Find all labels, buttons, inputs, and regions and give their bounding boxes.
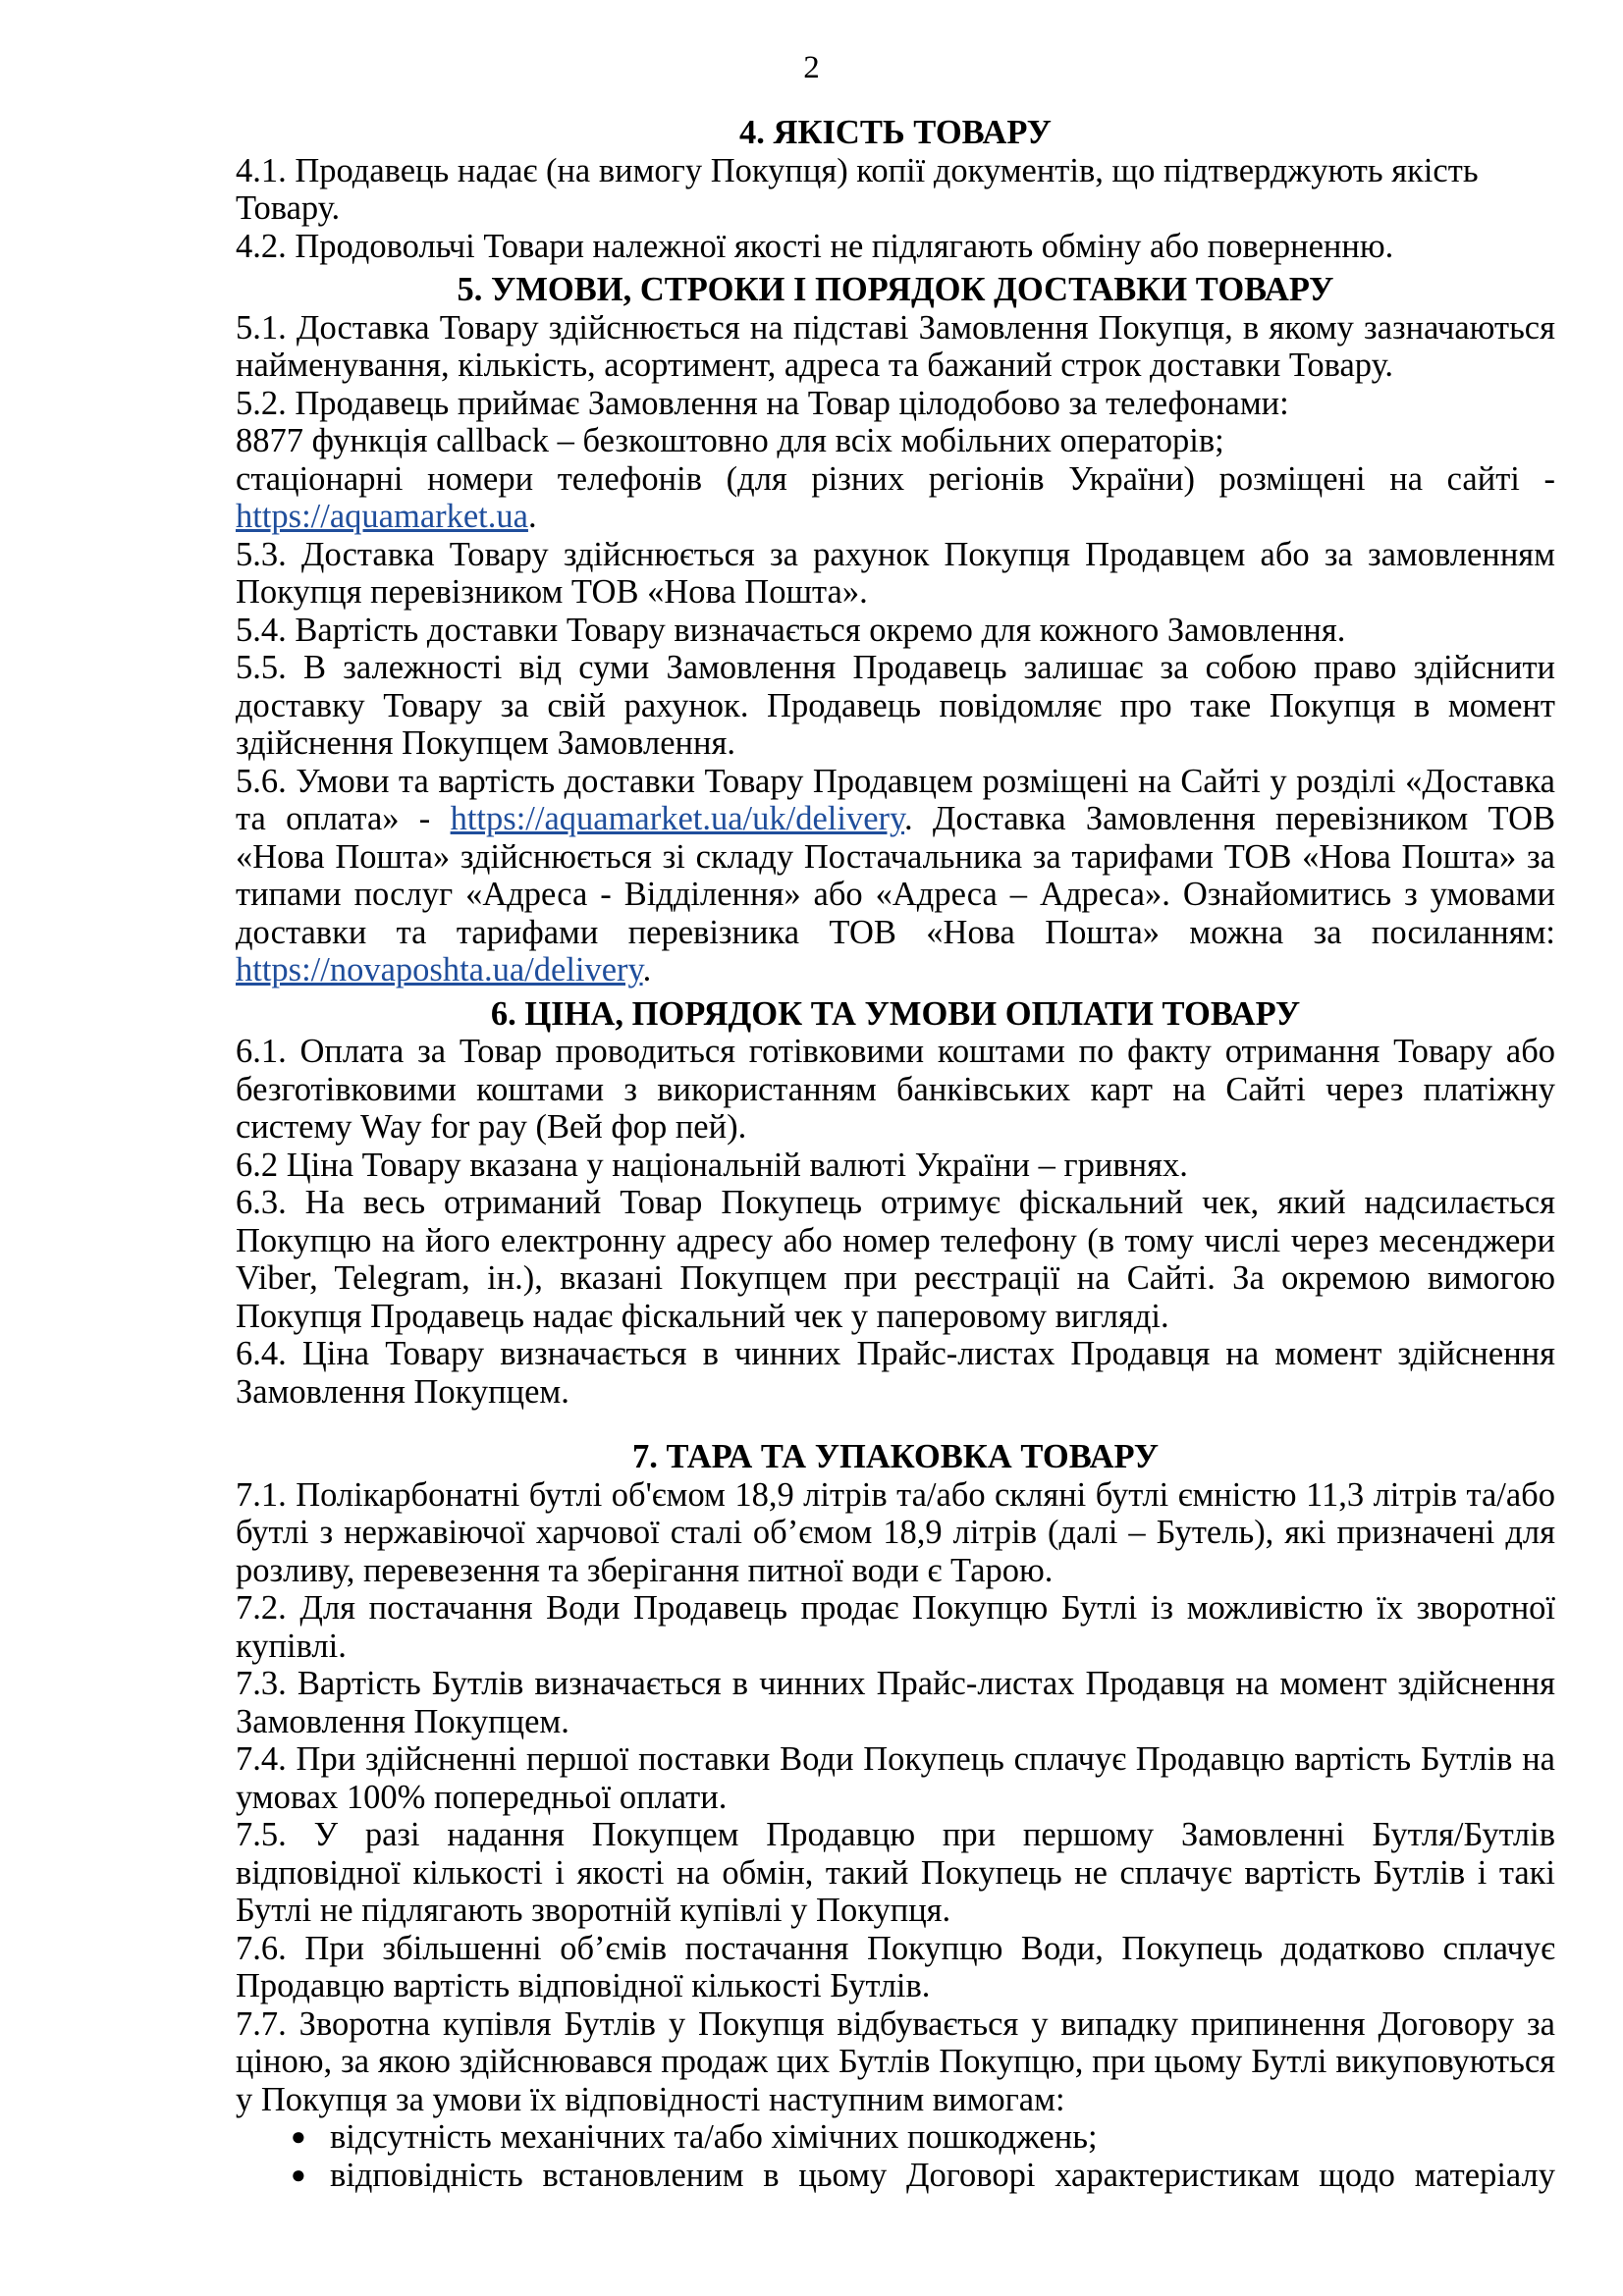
list-item (236, 2118, 1555, 2157)
list-item-text: відповідність встановленим в цьому Договорі характеристикам щодо матеріалу (330, 2156, 1555, 2194)
clause-5-6-text-a: 5.6. Умови та вартість доставки Товару Продавцем розміщені на Сайті у розділі «Доставка та оплата» - (236, 762, 1555, 837)
clause-7-6: 7.6. При збільшенні об’ємів постачання Покупцю Води, Покупець додатково сплачує Продавцю вартість відповідної кількості Бутлів. (236, 1929, 1555, 2004)
clause-5-2-phones: стаціонарні номери телефонів (для різних регіонів України) розміщені на сайті - (236, 459, 1555, 498)
clause-5-1: 5.1. Доставка Товару здійснюється на підставі Замовлення Покупця, в якому зазначаються найменування, кількість, асортимент, адреса та бажаний строк доставки Товару. (236, 308, 1555, 384)
delivery-link[interactable]: https://aquamarket.ua/uk/delivery (450, 800, 905, 837)
bullet-icon: ● (291, 2122, 306, 2151)
clause-7-7: 7.7. Зворотна купівля Бутлів у Покупця відбувається у випадку припинення Договору за ціною, за якою здійснювався продаж цих Бутлів Покупцю, при цьому Бутлі викуповуються у Покупця за умови їх відповідності наступним вимогам: (236, 2004, 1555, 2118)
novaposhta-link[interactable]: https://novaposhta.ua/delivery (236, 951, 643, 988)
bullet-icon: ● (291, 2160, 306, 2189)
page-number: 2 (803, 50, 820, 85)
section-5-title: 5. УМОВИ, СТРОКИ І ПОРЯДОК ДОСТАВКИ ТОВАРУ (457, 271, 1334, 308)
clause-5-3: 5.3. Доставка Товару здійснюється за рахунок Покупця Продавцем або за замовленням Покупця перевізником ТОВ «Нова Пошта». (236, 535, 1555, 611)
clause-5-2-site (236, 498, 1555, 536)
clause-7-4: 7.4. При здійсненні першої поставки Води Покупець сплачує Продавцю вартість Бутлів на умовах 100% попередньої оплати. (236, 1740, 1555, 1816)
clause-6-3: 6.3. На весь отриманий Товар Покупець отримує фіскальний чек, який надсилається Покупцю на його електронну адресу або номер телефону (в тому числі через месенджери Viber, Telegram, ін.), вказані Покупцем при реєстрації на Сайті. За окремою вимогою Покупця Продавець надає фіскальний чек у паперовому вигляді. (236, 1184, 1555, 1335)
clause-7-1: 7.1. Полікарбонатні бутлі об'ємом 18,9 літрів та/або скляні бутлі ємністю 11,3 літрів та/або бутлі з нержавіючої харчової сталі об’ємом 18,9 літрів (далі – Бутель), які призначені для розливу, перевезення та зберігання питної води є Тарою. (236, 1475, 1555, 1589)
list-item-text: відсутність механічних та/або хімічних пошкоджень; (330, 2118, 1098, 2156)
clause-5-2-end: . (527, 498, 537, 535)
section-7-title: 7. ТАРА ТА УПАКОВКА ТОВАРУ (631, 1438, 1160, 1475)
requirements-list (236, 2118, 1555, 2194)
clause-6-2: 6.2 Ціна Товару вказана у національній валюті України – гривнях. (236, 1146, 1188, 1184)
clause-5-5: 5.5. В залежності від суми Замовлення Продавець залишає за собою право здійснити доставку Товару за свій рахунок. Продавець повідомляє про таке Покупця в момент здійснення Покупцем Замовлення. (236, 649, 1555, 762)
clause-5-6-text-c: . (642, 951, 652, 988)
clause-5-2-callback: 8877 функція callback – безкоштовно для всіх мобільних операторів; (236, 422, 1224, 459)
clause-7-5: 7.5. У разі надання Покупцем Продавцю при першому Замовленні Бутля/Бутлів відповідної кількості і якості на обмін, такий Покупець не сплачує вартість Бутлів і такі Бутлі не підлягають зворотній купівлі у Покупця. (236, 1816, 1555, 1929)
clause-5-4: 5.4. Вартість доставки Товару визначається окремо для кожного Замовлення. (236, 611, 1346, 649)
clause-6-1: 6.1. Оплата за Товар проводиться готівковими коштами по факту отримання Товару або безготівковими коштами з використанням банківських карт на Сайті через платіжну систему Way for pay (Вей фор пей). (236, 1033, 1555, 1146)
clause-5-6-text-b: . Доставка Замовлення перевізником ТОВ «Нова Пошта» здійснюється зі складу Постачальника за тарифами ТОВ «Нова Пошта» за типами послуг «Адреса - Відділення» або «Адреса – Адреса». Ознайомитись з умовами доставки та тарифами перевізника ТОВ «Нова Пошта» можна за посиланням: (236, 800, 1555, 951)
section-4-title: 4. ЯКІСТЬ ТОВАРУ (739, 114, 1052, 151)
clause-6-4: 6.4. Ціна Товару визначається в чинних Прайс-листах Продавця на момент здійснення Замовлення Покупцем. (236, 1335, 1555, 1411)
clause-7-3: 7.3. Вартість Бутлів визначається в чинних Прайс-листах Продавця на момент здійснення Замовлення Покупцем. (236, 1665, 1555, 1740)
clause-7-2: 7.2. Для постачання Води Продавець продає Покупцю Бутлі із можливістю їх зворотної купівлі. (236, 1589, 1555, 1665)
clause-5-2: 5.2. Продавець приймає Замовлення на Товар цілодобово за телефонами: (236, 384, 1289, 422)
list-item (236, 2157, 1555, 2195)
clause-5-6 (236, 763, 1555, 989)
document-body (236, 114, 1555, 2194)
section-6-title: 6. ЦІНА, ПОРЯДОК ТА УМОВИ ОПЛАТИ ТОВАРУ (490, 994, 1301, 1033)
clause-4-2: 4.2. Продовольчі Товари належної якості не підлягають обміну або поверненню. (236, 227, 1394, 265)
aquamarket-link[interactable]: https://aquamarket.ua (236, 498, 528, 535)
clause-4-1: 4.1. Продавець надає (на вимогу Покупця) копії документів, що підтверджують якість Товару. (236, 151, 1479, 227)
